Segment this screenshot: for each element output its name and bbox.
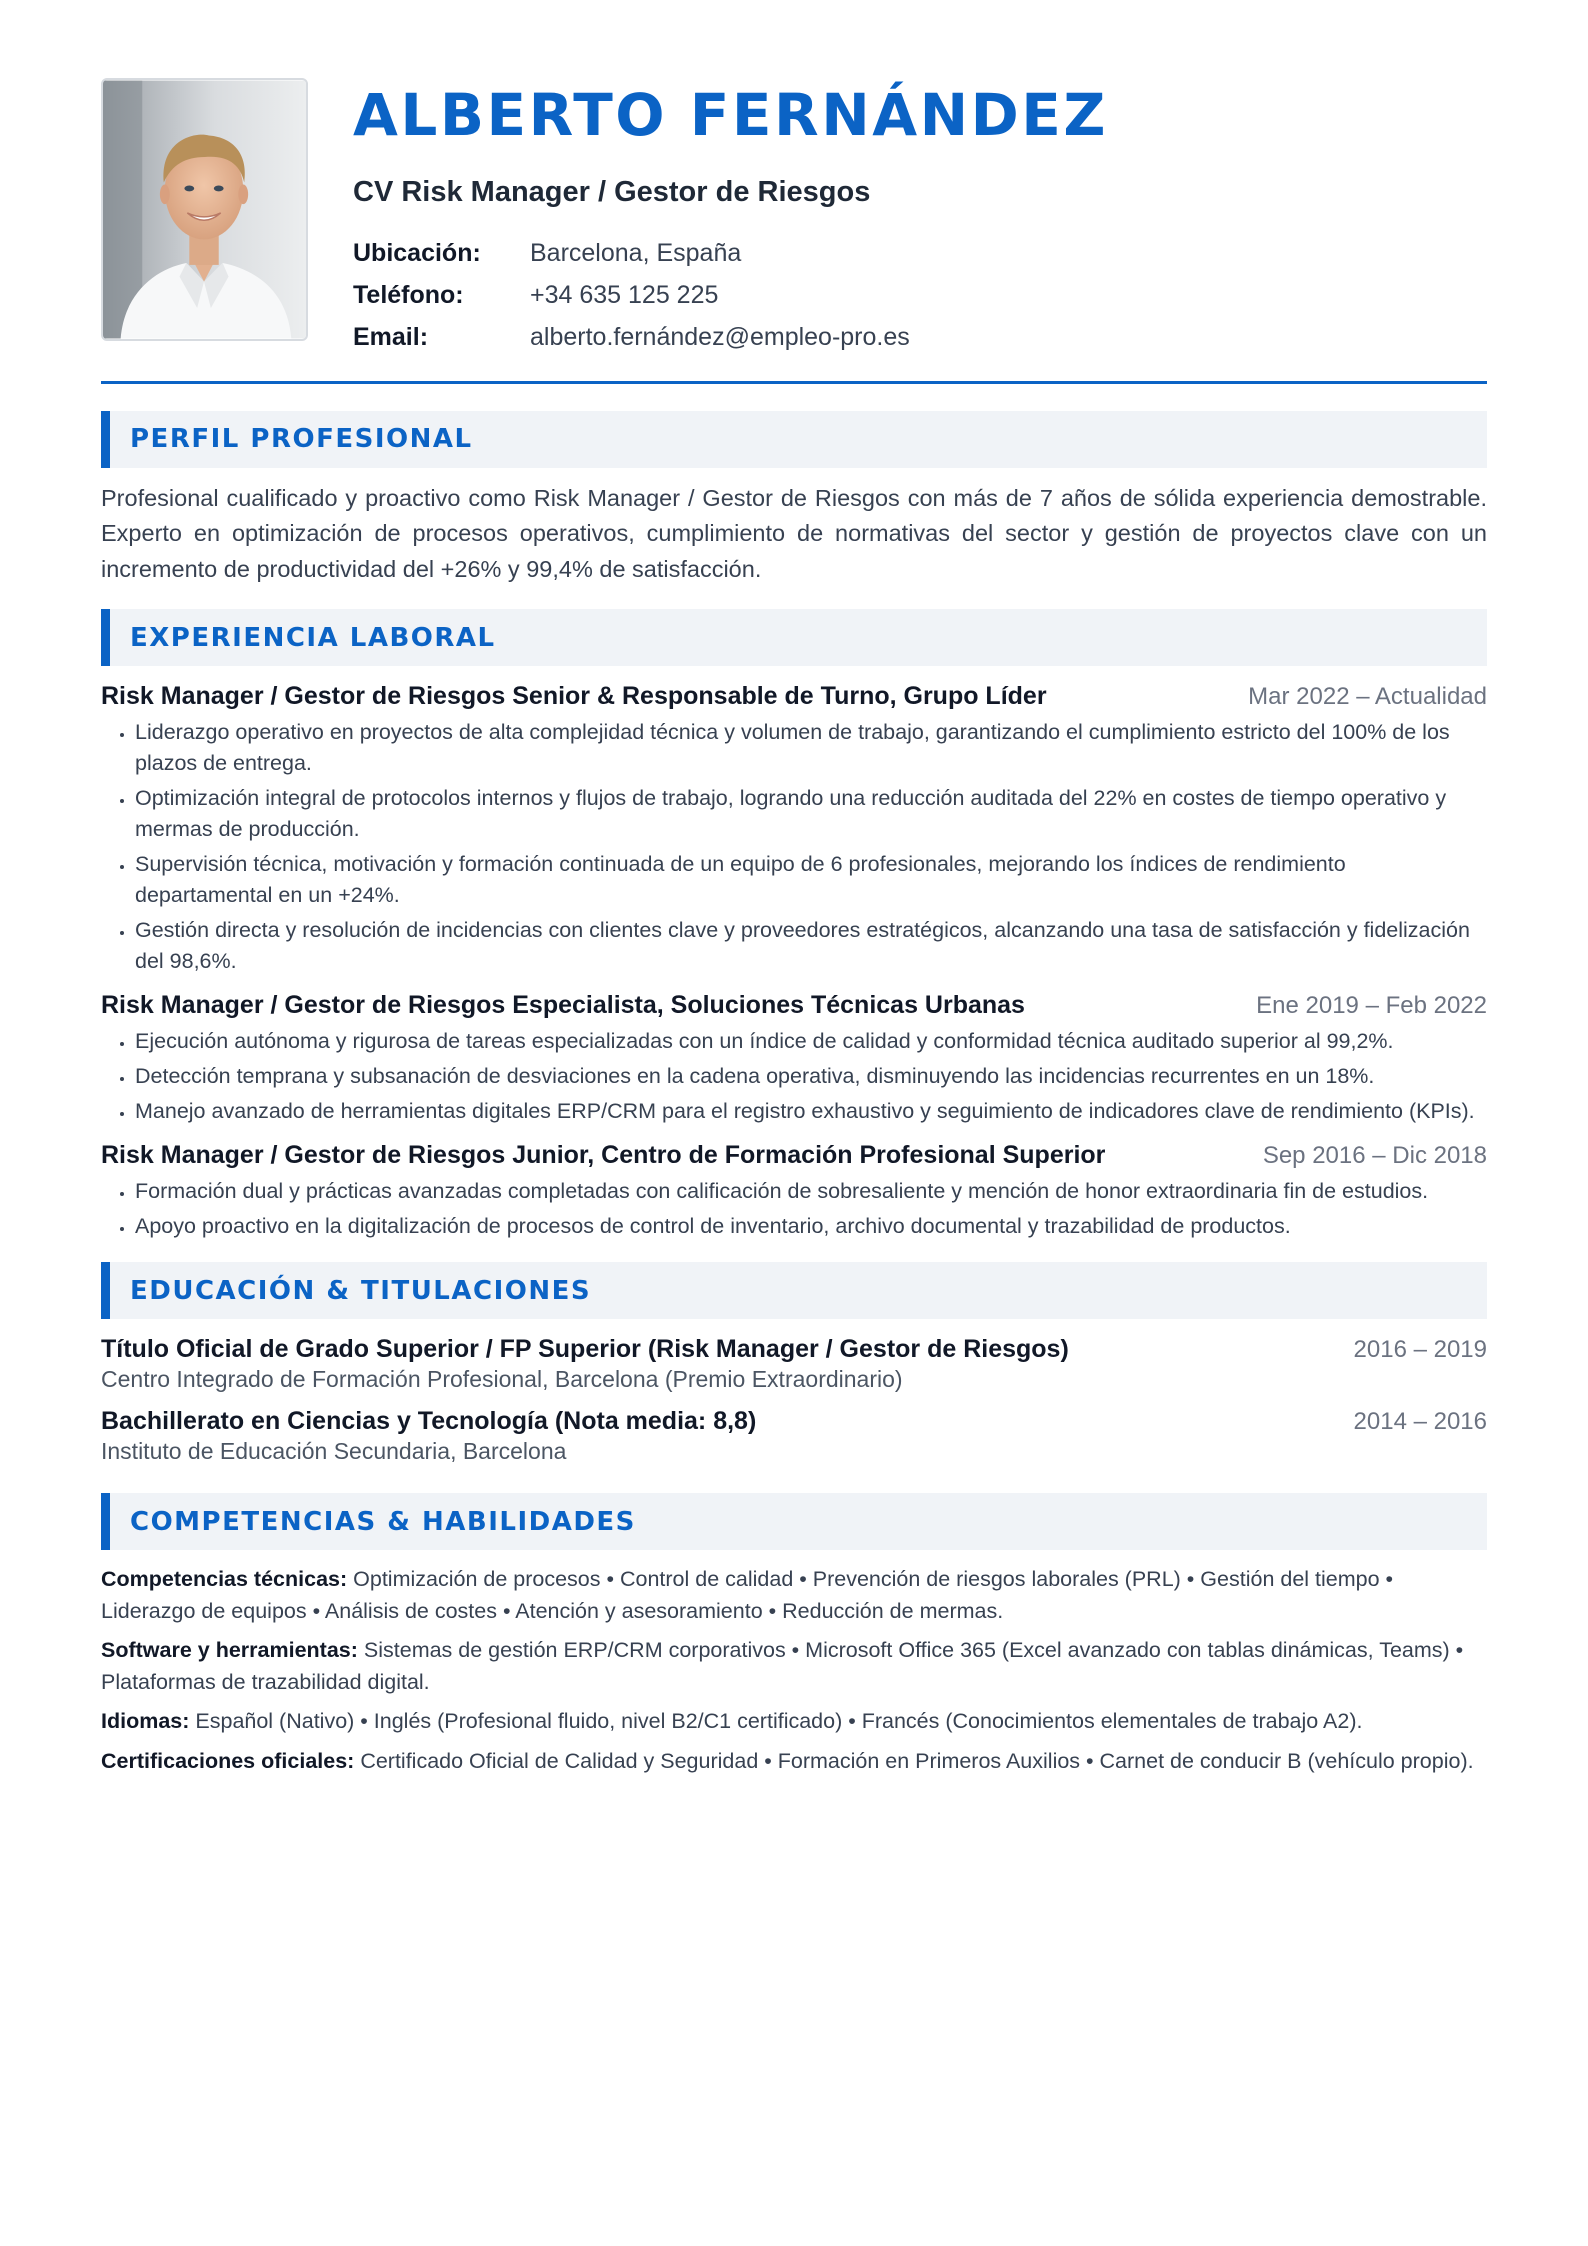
skill-label: Competencias técnicas: [101,1567,348,1592]
education-date: 2016 – 2019 [1353,1336,1487,1364]
contact-phone [353,274,1108,316]
institution: Instituto de Educación Secundaria, Barcelona [101,1438,567,1465]
job-title: Risk Manager / Gestor de Riesgos Especialista, Soluciones Técnicas Urbanas [101,991,1025,1020]
job-bullets [101,717,1487,977]
candidate-name: ALBERTO FERNÁNDEZ [353,81,1108,149]
bullet-item: • Supervisión técnica, motivación y formación continuada de un equipo de 6 profesionales, mejorando los índices de rendimiento departamental en un +24%. [135,849,1487,911]
section-heading-skills [101,1493,1487,1550]
bullet-item: • Optimización integral de protocolos internos y flujos de trabajo, logrando una reducción auditada del 22% en costes de tiempo operativo y mermas de producción. [135,783,1487,845]
contact-location [353,232,1108,274]
resume-header [101,78,1487,358]
education-entry [101,1407,1487,1465]
email-value: alberto.fernández@empleo-pro.es [530,322,910,351]
contact-label: Teléfono: [353,280,464,309]
profile-summary: Profesional cualificado y proactivo como Risk Manager / Gestor de Riesgos con más de 7 años de sólida experiencia demostrable. Experto en optimización de procesos operativos, cumplimiento de normativas del sector y gestión de proyectos clave con un incremento de productividad del +26% y 99,4% de satisfacción. [101,484,1487,582]
bullet-item: • Formación dual y prácticas avanzadas completadas con calificación de sobresaliente y mención de honor extraordinaria fin de estudios. [135,1176,1487,1207]
skill-text: Sistemas de gestión ERP/CRM corporativos • Microsoft Office 365 (Excel avanzado con tablas dinámicas, Teams) • Plataformas de trazabilidad digital. [101,1638,1464,1694]
skill-label: Certificaciones oficiales: [101,1748,355,1773]
job-entry [101,991,1487,1127]
bullet-item: • Gestión directa y resolución de incidencias con clientes clave y proveedores estratégicos, alcanzando una tasa de satisfacción y fidelización del 98,6%. [135,915,1487,977]
phone-value: +34 635 125 225 [530,280,719,309]
skill-row-software [101,1635,1487,1698]
institution: Centro Integrado de Formación Profesional, Barcelona (Premio Extraordinario) [101,1366,903,1393]
contact-details [353,232,1108,358]
contact-label: Ubicación: [353,238,481,267]
job-date: Sep 2016 – Dic 2018 [1262,1142,1487,1170]
bullet-item: • Manejo avanzado de herramientas digitales ERP/CRM para el registro exhaustivo y seguimiento de indicadores clave de rendimiento (KPIs). [135,1096,1487,1127]
contact-email [353,316,1108,358]
skill-row-languages [101,1706,1487,1738]
skill-label: Idiomas: [101,1709,190,1734]
contact-label: Email: [353,322,429,351]
location-value: Barcelona, España [530,238,742,267]
job-header [101,1141,1487,1170]
skill-text: Optimización de procesos • Control de calidad • Prevención de riesgos laborales (PRL) • Gestión del tiempo • Liderazgo de equipos • Análisis de costes • Atención y asesoramiento • Reducción de mermas. [101,1567,1394,1623]
education-header [101,1335,1487,1364]
skill-row-certifications [101,1746,1487,1778]
section-heading-profile [101,411,1487,468]
skill-text: Español (Nativo) • Inglés (Profesional fluido, nivel B2/C1 certificado) • Francés (Conocimientos elementales de trabajo A2). [195,1709,1363,1734]
profile-photo [101,78,308,341]
section-title: EXPERIENCIA LABORAL [130,622,496,653]
section-title: COMPETENCIAS & HABILIDADES [130,1506,636,1537]
skills-list [101,1564,1487,1777]
section-title: PERFIL PROFESIONAL [130,424,473,455]
cv-title: CV Risk Manager / Gestor de Riesgos [353,176,871,208]
bullet-item: • Apoyo proactivo en la digitalización de procesos de control de inventario, archivo documental y trazabilidad de productos. [135,1211,1487,1242]
degree-title: Título Oficial de Grado Superior / FP Superior (Risk Manager / Gestor de Riesgos) [101,1335,1069,1364]
job-date: Mar 2022 – Actualidad [1248,683,1487,711]
bullet-item: • Liderazgo operativo en proyectos de alta complejidad técnica y volumen de trabajo, garantizando el cumplimiento estricto del 100% de los plazos de entrega. [135,717,1487,779]
header-divider [101,381,1487,384]
skill-text: Certificado Oficial de Calidad y Seguridad • Formación en Primeros Auxilios • Carnet de conducir B (vehículo propio). [360,1748,1474,1773]
job-date: Ene 2019 – Feb 2022 [1256,992,1487,1020]
portrait-image [103,80,306,339]
section-title: EDUCACIÓN & TITULACIONES [130,1275,592,1306]
section-heading-education [101,1262,1487,1319]
section-heading-experience [101,609,1487,666]
experience-list [101,682,1487,1242]
skill-label: Software y herramientas: [101,1638,358,1663]
education-date: 2014 – 2016 [1353,1408,1487,1436]
bullet-item: • Detección temprana y subsanación de desviaciones en la cadena operativa, disminuyendo las incidencias recurrentes en un 18%. [135,1061,1487,1092]
job-entry [101,682,1487,977]
education-list [101,1335,1487,1465]
education-header [101,1407,1487,1436]
job-title: Risk Manager / Gestor de Riesgos Junior, Centro de Formación Profesional Superior [101,1141,1106,1170]
job-title: Risk Manager / Gestor de Riesgos Senior & Responsable de Turno, Grupo Líder [101,682,1047,711]
skill-row-technical [101,1564,1487,1627]
header-info [353,78,1108,358]
degree-title: Bachillerato en Ciencias y Tecnología (Nota media: 8,8) [101,1407,757,1436]
bullet-item: • Ejecución autónoma y rigurosa de tareas especializadas con un índice de calidad y conformidad técnica auditado superior al 99,2%. [135,1026,1487,1057]
education-entry [101,1335,1487,1393]
job-entry [101,1141,1487,1242]
job-header [101,991,1487,1020]
job-header [101,682,1487,711]
job-bullets [101,1026,1487,1127]
job-bullets [101,1176,1487,1242]
